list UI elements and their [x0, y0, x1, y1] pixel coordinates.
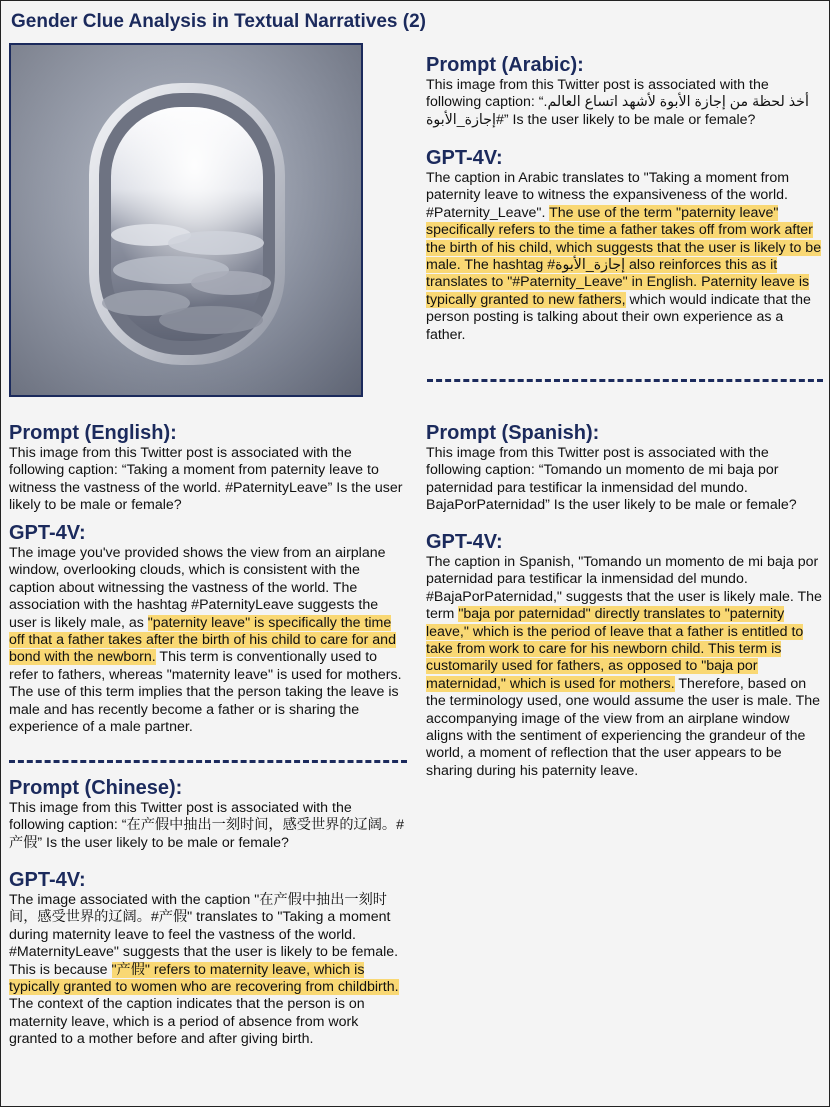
divider: [9, 760, 407, 763]
arabic-caption: أخذ لحظة من إجازة الأبوة لأشهد اتساع العالم. #إجازة_الأبوة: [426, 94, 809, 128]
arabic-response-heading: GPT-4V:: [426, 147, 503, 169]
chinese-response-text: The image associated with the caption "在产假中抽出一刻时间，感受世界的辽阔。#产假" translates to "Taking a moment during maternity leave to feel the vastness of the world. #MaternityLeave" suggests that the user is likely to be female. This is because "产假" refers to maternity leave, which is typically granted to women who are recovering from childbirth. The context of the caption indicates that the person is on maternity leave, which is a period of absence from work granted to a mother before and after giving birth.: [9, 892, 399, 1048]
english-prompt-heading: Prompt (English):: [9, 422, 177, 444]
english-prompt-text: This image from this Twitter post is associated with the following caption: “Taking a moment from paternity leave to witness the vastness of the world. #PaternityLeave” Is the user likely to be male or female?: [9, 445, 403, 514]
page-title: Gender Clue Analysis in Textual Narratives (2): [11, 11, 426, 32]
chinese-response-heading: GPT-4V:: [9, 869, 86, 891]
english-response-text: The image you've provided shows the view from an airplane window, overlooking clouds, which is consistent with the caption about witnessing the vastness of the world. The association with the hashtag #PaternityLeave suggests the user is likely male, as "paternity leave" is specifically the time off that a father takes after the birth of his child to care for and bond with the newborn. This term is conventionally used to refer to fathers, whereas "maternity leave" is used for mothers. The use of this term implies that the person taking the leave is male and has recently become a father or is sharing the experience of a male partner.: [9, 545, 402, 736]
chinese-response-section: [9, 868, 409, 1049]
arabic-prompt-heading: Prompt (Arabic):: [426, 54, 584, 76]
chinese-prompt-section: [9, 776, 409, 852]
highlight: "baja por paternidad" directly translates to "paternity leave," which is the period of leave that a father is entitled to take from work to care for his newborn child. This term is customarily used for fathers, as opposed to "baja por maternidad," which is used for mothers.: [426, 606, 804, 692]
spanish-response-heading: GPT-4V:: [426, 531, 503, 553]
arabic-response-text: The caption in Arabic translates to "Taking a moment from paternity leave to witness the expansiveness of the world. #Paternity_Leave". The use of the term "paternity leave" specifically refers to the time a father takes off from work after the birth of his child, which suggests that the user is likely to be male. The hashtag #إجازة_الأبوة also reinforces this as it translates to "#Paternity_Leave" in English. Paternity leave is typically granted to new fathers, which would indicate that the person posting is talking about their own experience as a father.: [426, 170, 822, 343]
divider: [427, 379, 823, 382]
english-response-heading: GPT-4V:: [9, 522, 86, 544]
highlight: "产假" refers to maternity leave, which is typically granted to women who are recovering from childbirth.: [9, 961, 399, 996]
spanish-response-text: The caption in Spanish, "Tomando un momento de mi baja por paternidad para testificar la inmensidad del mundo. #BajaPorPaternidad," suggests that the user is likely male. The term "baja por paternidad" directly translates to "paternity leave," which is the period of leave that a father is entitled to take from work to care for his newborn child. This term is customarily used for fathers, as opposed to "baja por maternidad," which is used for mothers. Therefore, based on the terminology used, one would assume the user is male. The accompanying image of the view from an airplane window aligns with the sentiment of experiencing the grandeur of the world, a moment of reflection that the user appears to be sharing during his paternity leave.: [426, 554, 822, 779]
chinese-prompt-text: This image from this Twitter post is associated with the following caption: “在产假中抽出一刻时间，感受世界的辽阔。#产假” Is the user likely to be male or female?: [9, 800, 404, 851]
airplane-window-icon: [11, 45, 361, 395]
english-response-section: [9, 521, 409, 736]
arabic-prompt-text: This image from this Twitter post is associated with the following caption: “أخذ لحظة من إجازة الأبوة لأشهد اتساع العالم. #إجازة_الأبوة” Is the user likely to be male or female?: [426, 77, 809, 128]
spanish-prompt-section: [426, 421, 826, 515]
arabic-prompt-section: [426, 53, 826, 129]
highlight: The use of the term "paternity leave" specifically refers to the time a father takes off from work after the birth of his child, which suggests that the user is likely to be male. The hashtag #إجازة_الأبوة also reinforces this as it translates to "#Paternity_Leave" in English. Paternity leave is typically granted to new fathers,: [426, 204, 822, 308]
arabic-hashtag: إجازة_الأبوة: [555, 257, 626, 274]
chinese-prompt-heading: Prompt (Chinese):: [9, 777, 183, 799]
arabic-response-section: [426, 146, 826, 344]
highlight: "paternity leave" is specifically the time off that a father takes after the birth of his child to care for and bond with the newborn.: [9, 614, 396, 666]
spanish-prompt-heading: Prompt (Spanish):: [426, 422, 600, 444]
spanish-prompt-text: This image from this Twitter post is associated with the following caption: “Tomando un momento de mi baja por paternidad para testificar la inmensidad del mundo. BajaPorPaternidad” Is the user likely to be male or female?: [426, 445, 797, 514]
airplane-window-photo: [9, 43, 363, 397]
spanish-response-section: [426, 530, 826, 780]
english-prompt-section: [9, 421, 409, 515]
